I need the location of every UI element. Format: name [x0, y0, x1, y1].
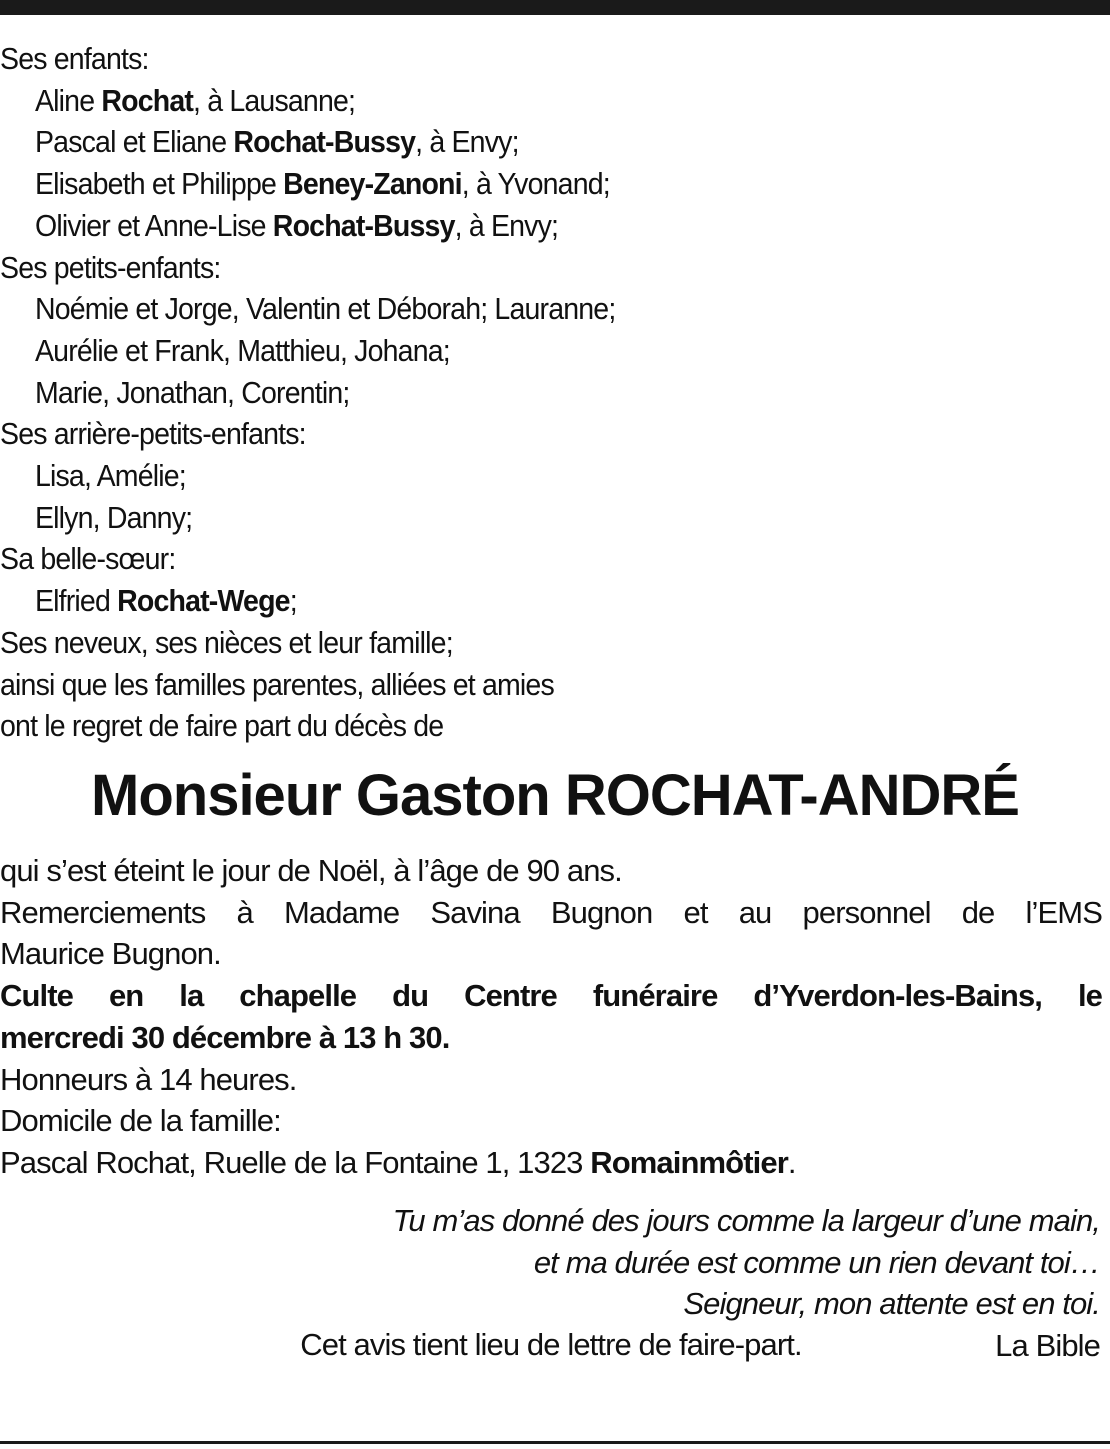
thanks-line: Remerciements à Madame Savina Bugnon et au personnel de l’EMS: [0, 894, 1102, 930]
child-first-names: Pascal et Eliane: [34, 124, 234, 160]
child-entry: [0, 205, 1102, 247]
child-first-names: Olivier et Anne-Lise: [34, 207, 273, 243]
service-line-continued: mercredi 30 décembre à 13 h 30.: [0, 1019, 450, 1055]
child-location: , à Envy;: [454, 207, 559, 243]
child-first-names: Aline: [34, 82, 102, 118]
honors-line: Honneurs à 14 heures.: [0, 1061, 297, 1097]
great-grandchildren-entry: Lisa, Amélie;: [34, 458, 186, 494]
sister-in-law-surname: Rochat-Wege: [117, 583, 290, 619]
child-first-names: Elisabeth et Philippe: [34, 166, 284, 202]
domicile-heading: Domicile de la famille:: [0, 1103, 281, 1139]
child-entry: [0, 80, 1102, 122]
verse-text: Tu m’as donné des jours comme la largeur d’une main,: [392, 1203, 1100, 1238]
top-rule: [0, 0, 1110, 15]
verse-line: [393, 1283, 1100, 1325]
grandchildren-heading: Ses petits-enfants:: [0, 249, 221, 285]
verse-source: La Bible: [995, 1328, 1100, 1364]
child-location: , à Envy;: [415, 124, 519, 160]
child-surname: Rochat-Bussy: [272, 207, 455, 243]
closing-line: ont le regret de faire part du décès de: [0, 708, 444, 744]
verse-line: [393, 1200, 1100, 1242]
children-heading: Ses enfants:: [0, 41, 149, 76]
domicile-address: [0, 1142, 1102, 1184]
child-surname: Rochat-Bussy: [233, 124, 416, 160]
deceased-name: Monsieur Gaston ROCHAT-ANDRÉ: [91, 763, 1019, 828]
domicile-town: Romainmôtier: [590, 1144, 788, 1180]
service-line: Culte en la chapelle du Centre funéraire d’Yverdon-les-Bains, le: [0, 978, 1102, 1014]
child-entry: [0, 121, 1102, 163]
sister-in-law-heading: Sa belle-sœur:: [0, 541, 176, 577]
sister-in-law-entry: [0, 580, 1102, 622]
verse-line: [393, 1242, 1100, 1284]
child-location: , à Lausanne;: [193, 82, 356, 118]
family-list: [0, 38, 1102, 747]
child-entry: [0, 163, 1102, 205]
verse-text: et ma durée est comme un rien devant toi…: [533, 1244, 1100, 1280]
child-location: , à Yvonand;: [461, 166, 610, 202]
closing-line: Ses neveux, ses nièces et leur famille;: [0, 624, 453, 660]
great-grandchildren-heading: Ses arrière-petits-enfants:: [0, 416, 306, 452]
thanks-line-continued: Maurice Bugnon.: [0, 936, 221, 972]
death-line: qui s’est éteint le jour de Noël, à l’âge de 90 ans.: [0, 853, 622, 888]
bottom-rule: [0, 1441, 1110, 1444]
child-surname: Beney-Zanoni: [283, 166, 462, 202]
service-details: [0, 850, 1102, 1184]
domicile-punctuation: .: [787, 1144, 796, 1180]
domicile-street: Pascal Rochat, Ruelle de la Fontaine 1, 1323: [0, 1144, 591, 1180]
sister-in-law-first-name: Elfried: [34, 583, 118, 619]
grandchildren-entry: Aurélie et Frank, Matthieu, Johana;: [34, 332, 450, 368]
footer-note: Cet avis tient lieu de lettre de faire-part.: [300, 1327, 802, 1362]
grandchildren-entry: Marie, Jonathan, Corentin;: [34, 374, 350, 410]
sister-in-law-punctuation: ;: [289, 583, 297, 619]
great-grandchildren-entry: Ellyn, Danny;: [34, 499, 193, 535]
verse-text: Seigneur, mon attente est en toi.: [683, 1286, 1100, 1322]
closing-line: ainsi que les familles parentes, alliées et amies: [0, 666, 554, 702]
grandchildren-entry: Noémie et Jorge, Valentin et Déborah; Lauranne;: [34, 291, 616, 327]
child-surname: Rochat: [101, 82, 194, 118]
